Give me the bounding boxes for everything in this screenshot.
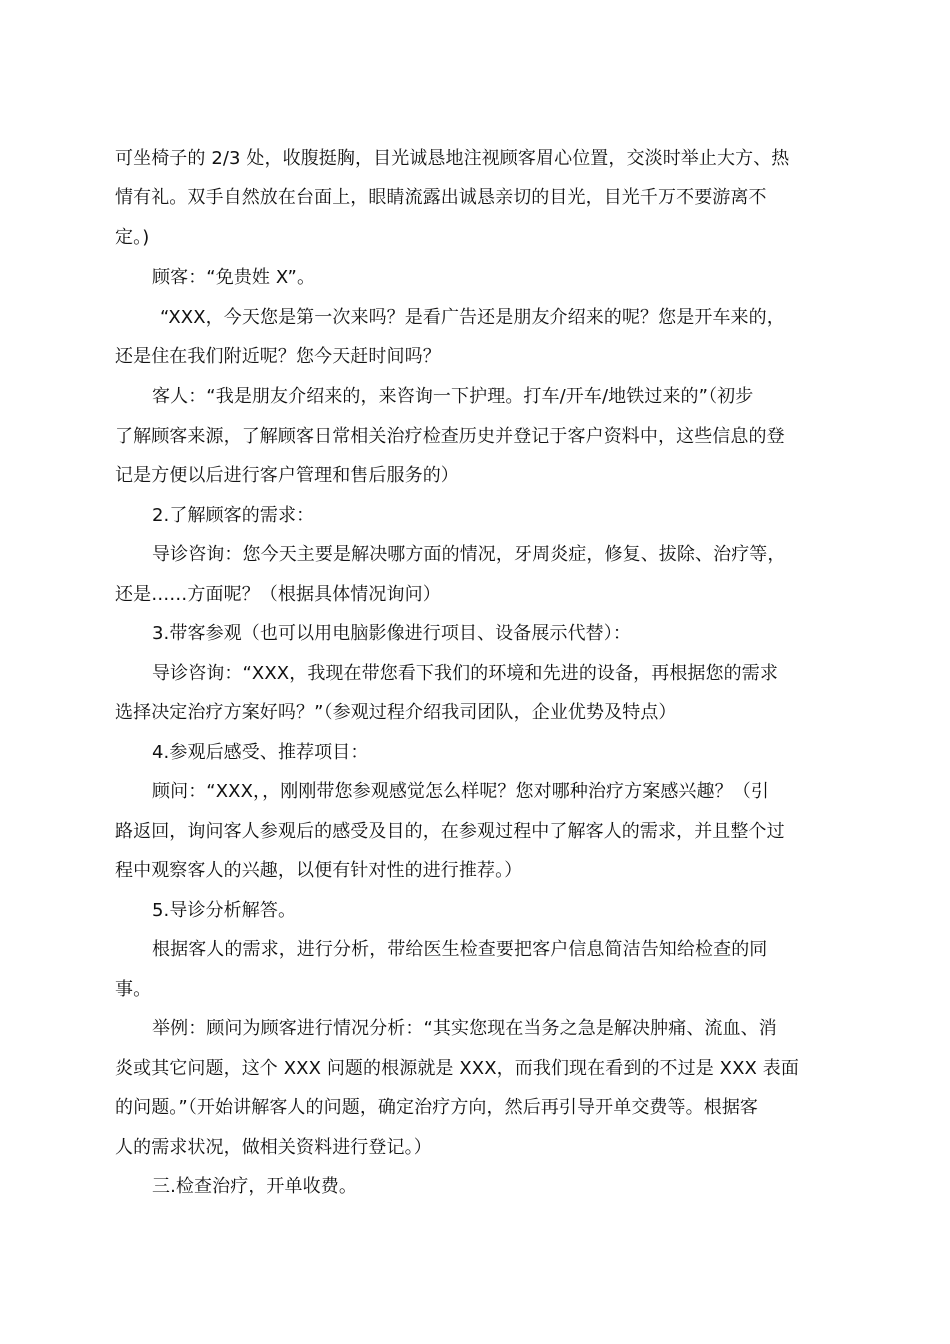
text-line: 事。 — [115, 979, 152, 1000]
text-line: 人的需求状况，做相关资料进行登记。） — [115, 1137, 432, 1158]
section-heading: 3.带客参观（也可以用电脑影像进行项目、设备展示代替）： — [152, 623, 631, 644]
text-line: “XXX，今天您是第一次来吗？是看广告还是朋友介绍来的呢？您是开车来的， — [160, 307, 785, 328]
text-line: 还是住在我们附近呢？您今天赶时间吗？ — [115, 346, 441, 367]
section-heading: 4.参观后感受、推荐项目： — [152, 742, 369, 763]
text-line: 顾客：“免贵姓 X”。 — [152, 267, 316, 288]
text-line: 记是方便以后进行客户管理和售后服务的） — [115, 465, 459, 486]
text-line: 顾问：“XXX，，刚刚带您参观感觉怎么样呢？您对哪种治疗方案感兴趣？（引 — [152, 781, 769, 802]
text-line: 选择决定治疗方案好吗？”（参观过程介绍我司团队，企业优势及特点） — [115, 702, 677, 723]
text-line: 定。) — [115, 227, 150, 248]
text-line: 可坐椅子的 2/3 处，收腹挺胸，目光诚恳地注视顾客眉心位置，交淡时举止大方、热 — [115, 148, 790, 169]
text-line: 客人：“我是朋友介绍来的，来咨询一下护理。打车/开车/地铁过来的”（初步 — [152, 386, 754, 407]
text-line: 的问题。”（开始讲解客人的问题，确定治疗方向，然后再引导开单交费等。根据客 — [115, 1097, 759, 1118]
text-line: 还是……方面呢？（根据具体情况询问） — [115, 584, 441, 605]
section-heading: 5.导诊分析解答。 — [152, 900, 297, 921]
text-line: 情有礼。双手自然放在台面上，眼睛流露出诚恳亲切的目光，目光千万不要游离不 — [115, 187, 767, 208]
text-line: 举例：顾问为顾客进行情况分析：“其实您现在当务之急是解决肿痛、流血、消 — [152, 1018, 777, 1039]
text-line: 了解顾客来源，了解顾客日常相关治疗检查历史并登记于客户资料中，这些信息的登 — [115, 426, 785, 447]
section-heading: 三.检查治疗，开单收费。 — [152, 1176, 357, 1197]
text-line: 导诊咨询：“XXX，我现在带您看下我们的环境和先进的设备，再根据您的需求 — [152, 663, 778, 684]
text-line: 炎或其它问题，这个 XXX 问题的根源就是 XXX，而我们现在看到的不过是 XXX 表面 — [115, 1058, 799, 1079]
section-heading: 2.了解顾客的需求： — [152, 505, 315, 526]
text-line: 程中观察客人的兴趣，以便有针对性的进行推荐。） — [115, 860, 523, 881]
text-line: 导诊咨询：您今天主要是解决哪方面的情况，牙周炎症，修复、拔除、治疗等， — [152, 544, 786, 565]
text-line: 路返回，询问客人参观后的感受及目的，在参观过程中了解客人的需求，并且整个过 — [115, 821, 785, 842]
text-line: 根据客人的需求，进行分析，带给医生检查要把客户信息简洁告知给检查的同 — [152, 939, 768, 960]
